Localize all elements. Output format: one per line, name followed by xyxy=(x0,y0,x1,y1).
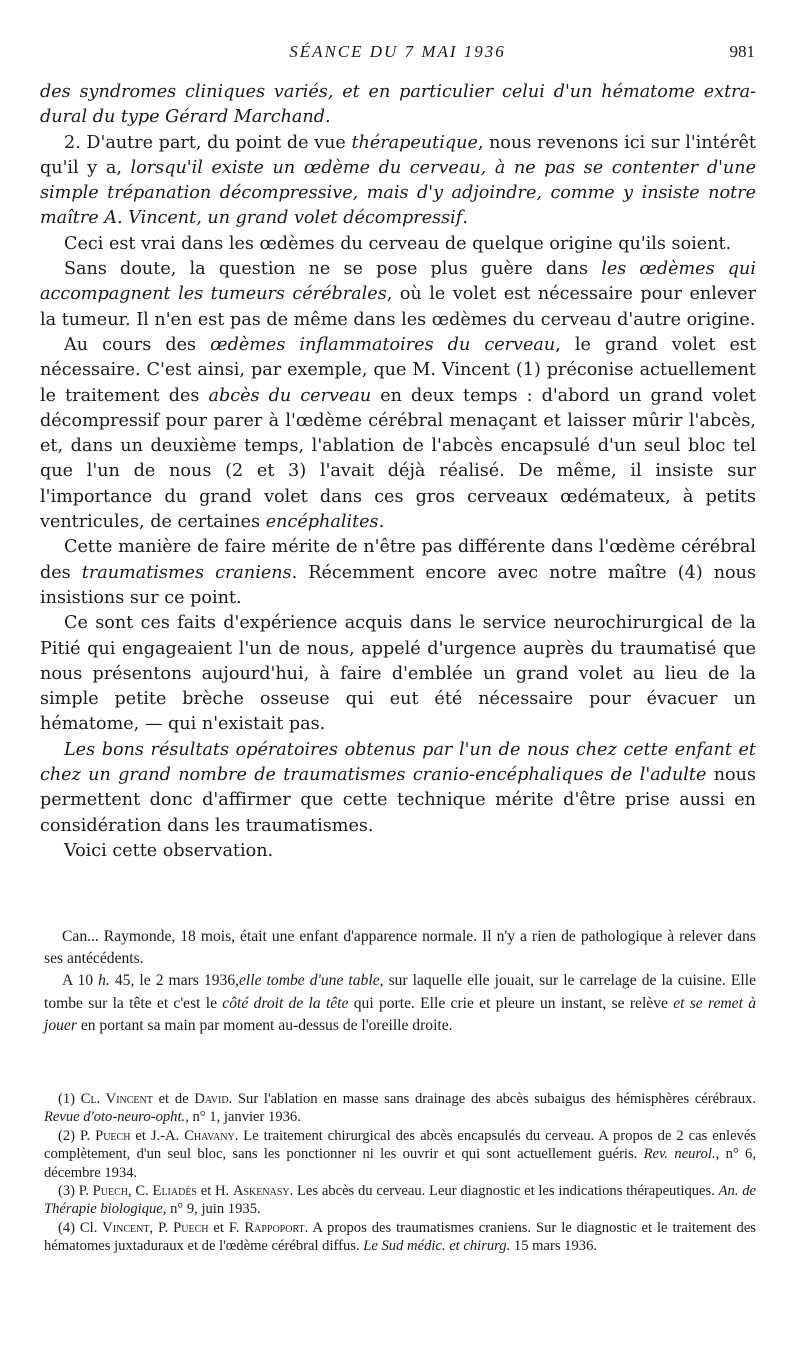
page-header xyxy=(40,42,755,72)
paragraph-trauma xyxy=(40,535,756,611)
author-name: Puech xyxy=(92,1183,128,1200)
author-name: Cl. Vincent xyxy=(80,1091,153,1107)
text-run: A 10 xyxy=(62,972,99,990)
text-run: . Récemment encore avec notre maître (4) nous insistions sur ce point. xyxy=(40,562,757,608)
text-run: en deux temps : d'abord un grand volet décompressif pour parer à l'œdème cérébral menaçant et laisser mûrir l'abcès, et, dans un deuxième temps, l'ablation de l'abcès encapsulé d'un seul bloc tel que l'un de nous (2 et 3) l'avait déjà réalisé. De même, il insiste sur l'importance du grand volet dans ces gros cerveaux œdémateux, à petits ventricules, de certaines xyxy=(40,385,756,533)
page-number: 981 xyxy=(729,42,755,61)
paragraph-observation xyxy=(40,839,756,864)
text-run: (3) P. xyxy=(58,1183,93,1200)
text-run: (1) xyxy=(58,1091,81,1107)
text-run: et de xyxy=(152,1091,195,1107)
paragraph-hematoma xyxy=(40,80,756,131)
text-run: Can... Raymonde, 18 mois, était une enfant d'apparence normale. Il n'y a rien de pathologique à relever dans ses antécédents. xyxy=(44,928,756,968)
italic-text: les œdèmes qui accompagnent les tumeurs cérébrales xyxy=(40,259,757,305)
case-paragraph xyxy=(44,970,756,1037)
italic-text: lorsqu'il existe un œdème du cerveau, à ne pas se contenter d'une simple trépanation décompressive, mais d'y adjoindre, comme y insiste notre maître A. Vincent, un grand volet décompressif xyxy=(40,157,756,229)
paragraph-experience xyxy=(40,611,756,737)
text-run: Voici cette observation. xyxy=(64,840,274,861)
text-run: Cette manière de faire mérite de n'être pas différente dans l'œdème cérébral des xyxy=(40,537,756,583)
footnote-2 xyxy=(44,1127,756,1182)
author-name: Chavany xyxy=(184,1127,235,1144)
paragraph-inflammatory xyxy=(40,333,756,535)
italic-text: abcès du cerveau xyxy=(208,385,372,406)
author-name: Eliadès xyxy=(152,1183,197,1200)
paragraph-results xyxy=(40,738,756,839)
text-run: 45, le 2 mars 1936, xyxy=(109,972,240,990)
text-run: en portant sa main par moment au-dessus de l'oreille droite. xyxy=(76,1016,453,1034)
paragraph-origin xyxy=(40,232,756,257)
text-run: Ce sont ces faits d'expérience acquis dans le service neurochirurgical de la Pitié qui engageaient l'un de nous, appelé d'urgence auprès du traumatisé que nous présentons aujourd'hui, à faire d'emblée un grand volet au lieu de la simple petite brèche osseuse qui eut été nécessaire pour évacuer un hématome, — qui n'existait pas. xyxy=(40,613,756,735)
text-run: , P. xyxy=(149,1219,174,1236)
author-name: Rappoport xyxy=(244,1219,305,1236)
text-run: , C. xyxy=(128,1183,153,1200)
footnote-1 xyxy=(44,1090,756,1127)
italic-text: traumatismes craniens xyxy=(81,562,292,583)
paragraph-therapeutics xyxy=(40,131,756,232)
text-run: sur laquelle elle jouait, sur le carrelage de la cuisine. Elle tombe sur la tête et c'est le xyxy=(44,972,756,1012)
italic-text: et se remet à jouer xyxy=(44,994,756,1034)
text-run: 15 mars 1936. xyxy=(510,1238,598,1255)
running-title: SÉANCE DU 7 MAI 1936 xyxy=(289,42,506,61)
text-run: . Les abcès du cerveau. Leur diagnostic et les indications thérapeutiques. xyxy=(289,1183,719,1200)
italic-text: h. xyxy=(98,972,110,990)
text-run: Sans doute, la question ne se pose plus guère dans xyxy=(64,259,602,280)
text-run: , n° 6, décembre 1934. xyxy=(44,1146,756,1181)
author-name: Vincent xyxy=(102,1219,150,1236)
author-name: David xyxy=(194,1091,229,1107)
text-run: . A propos des traumatismes craniens. Sur le diagnostic et le traitement des hématomes juxtaduraux et de l'œdème cérébral diffus. xyxy=(44,1219,756,1255)
text-run: et J.-A. xyxy=(130,1127,185,1144)
author-name: Puech xyxy=(173,1219,209,1236)
italic-text: œdèmes inflammatoires du cerveau xyxy=(210,334,556,355)
text-run: . Sur l'ablation en masse sans drainage des abcès subaigus des hémisphères cérébraux. xyxy=(228,1091,756,1107)
text-run: , nous revenons ici sur l'intérêt qu'il y a, xyxy=(40,132,756,178)
text-run: qui porte. Elle crie et pleure un instant, se relève xyxy=(348,994,674,1012)
journal-title: An. de Thérapie biologique xyxy=(44,1183,756,1218)
italic-text: côté droit de la tête xyxy=(222,994,349,1012)
journal-title: Rev. neurol. xyxy=(643,1146,716,1163)
text-run: (4) Cl. xyxy=(58,1219,103,1236)
paragraph-tumors xyxy=(40,257,756,333)
italic-text: encéphalites xyxy=(265,512,379,533)
journal-title: Le Sud médic. et chirurg. xyxy=(363,1238,511,1255)
text-run: Au cours des xyxy=(64,334,211,355)
text-run: . xyxy=(378,512,385,533)
italic-text: des syndromes cliniques variés, et en particulier celui d'un hématome extra-dural du type Gérard Marchand. xyxy=(40,82,756,128)
text-run: , n° 9, juin 1935. xyxy=(162,1201,261,1218)
text-run: Ceci est vrai dans les œdèmes du cerveau de quelque origine qu'ils soient. xyxy=(64,233,732,254)
italic-text: thérapeutique xyxy=(351,132,478,153)
author-name: Askenasy xyxy=(232,1183,290,1200)
text-run: 2. D'autre part, du point de vue xyxy=(64,132,352,153)
footnote-4 xyxy=(44,1219,756,1256)
text-run: . xyxy=(462,208,468,229)
author-name: Puech xyxy=(95,1127,131,1144)
text-run: . Le traitement chirurgical des abcès encapsulés du cerveau. A propos de 2 cas enlevés complètement, d'un seul bloc, sans les ponctionner ni les ouvrir et qui sont actuellement guéris. xyxy=(44,1127,756,1163)
text-run: , où le volet est nécessaire pour enlever la tumeur. Il n'en est pas de même dans les œdèmes du cerveau d'autre origine. xyxy=(40,284,757,330)
text-run: et F. xyxy=(208,1219,245,1236)
case-report xyxy=(44,926,756,1037)
text-run: nous permettent donc d'affirmer que cette technique mérite d'être prise aussi en considération dans les traumatismes. xyxy=(40,765,756,836)
text-run: et H. xyxy=(197,1183,233,1200)
italic-text: elle tombe d'une table, xyxy=(239,972,384,990)
italic-text: Les bons résultats opératoires obtenus par l'un de nous chez cette enfant et chez un grand nombre de traumatismes cranio-encéphaliques de l'adulte xyxy=(40,739,756,786)
case-paragraph xyxy=(44,926,756,970)
footnotes xyxy=(44,1090,756,1256)
footnote-3 xyxy=(44,1182,756,1219)
journal-title: Revue d'oto-neuro-opht. xyxy=(44,1109,186,1126)
text-run: , le grand volet est nécessaire. C'est ainsi, par exemple, que M. Vincent (1) préconise actuellement le traitement des xyxy=(40,334,757,406)
text-run: (2) P. xyxy=(58,1127,96,1144)
main-text xyxy=(40,80,756,864)
text-run: , n° 1, janvier 1936. xyxy=(185,1109,301,1126)
